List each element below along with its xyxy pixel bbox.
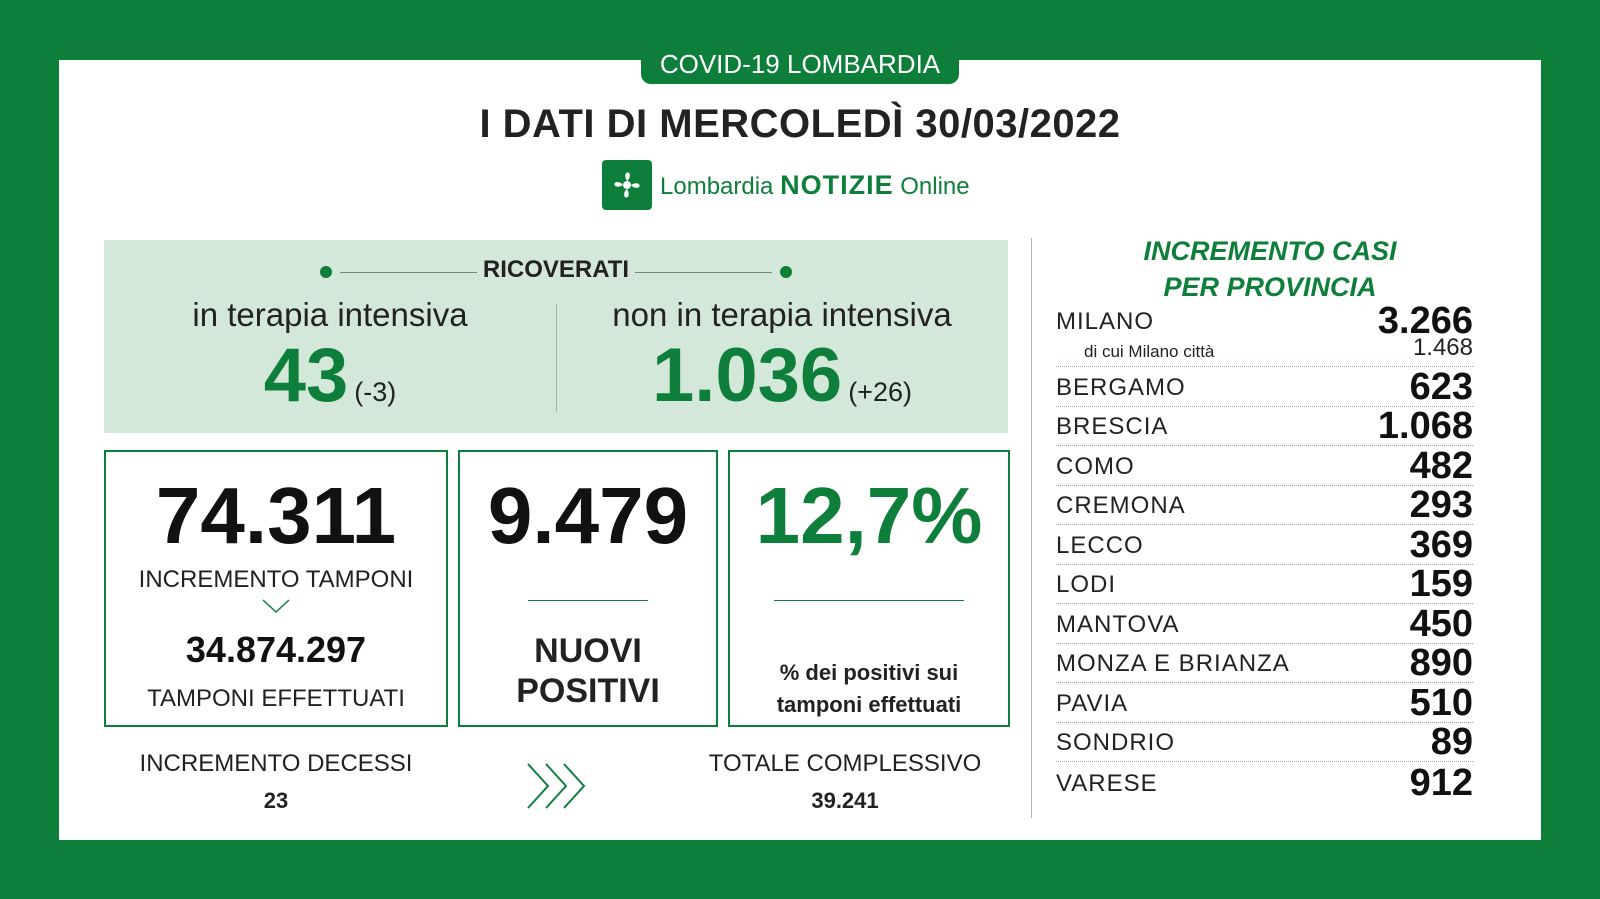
intensiva-delta: (-3) [354, 377, 397, 407]
province-value: 293 [1409, 484, 1473, 526]
list-item [1056, 565, 1473, 605]
logo [602, 160, 970, 210]
decessi-total-value: 39.241 [811, 788, 879, 813]
intensiva-value: 43 [263, 333, 349, 418]
list-item [1056, 367, 1473, 407]
province-list [1056, 300, 1473, 802]
non-intensiva-value-row [556, 333, 1008, 430]
tamponi-total-value: 34.874.297 [185, 629, 367, 670]
province-value: 510 [1409, 681, 1473, 724]
list-item [1056, 446, 1473, 486]
positivi-value: 9.479 [487, 471, 689, 560]
list-item [1056, 525, 1473, 565]
page-title: I DATI DI MERCOLEDÌ 30/03/2022 [479, 102, 1121, 146]
list-item [1056, 407, 1473, 447]
percentuale-box [728, 450, 1010, 727]
non-intensiva-label: non in terapia intensiva [612, 296, 952, 333]
region-tag: COVID-19 LOMBARDIA [641, 44, 959, 84]
intensiva-value-row [104, 333, 556, 430]
province-name: MANTOVA [1056, 610, 1180, 638]
list-item [1056, 723, 1473, 763]
list-item [1056, 683, 1473, 723]
province-name: VARESE [1056, 769, 1158, 797]
list-item [1056, 604, 1473, 644]
province-name: LODI [1056, 571, 1117, 598]
ricoverati-title: RICOVERATI [104, 256, 1008, 284]
percentuale-value: 12,7% [755, 471, 983, 560]
chevron-down-icon [106, 598, 446, 619]
decessi-increment-label: INCREMENTO DECESSI [139, 750, 413, 777]
province-value: 369 [1409, 523, 1473, 566]
province-name: COMO [1056, 452, 1135, 480]
percentuale-label: % dei positivi sui tamponi effettuati [776, 660, 962, 717]
positivi-label: NUOVI POSITIVI [516, 632, 660, 710]
milano-city-value: 1.468 [1412, 334, 1473, 361]
positivi-box [458, 450, 718, 727]
province-name: MONZA E BRIANZA [1056, 650, 1290, 677]
province-value: 482 [1409, 444, 1473, 487]
tamponi-increment-value: 74.311 [155, 471, 397, 560]
logo-suffix: Online [900, 172, 970, 200]
non-intensiva-value: 1.036 [652, 333, 843, 418]
ricoverati-panel [104, 240, 1008, 433]
province-value: 89 [1430, 721, 1473, 763]
divider [528, 600, 648, 601]
logo-text [660, 170, 970, 201]
milano-city-label: di cui Milano città [1084, 342, 1215, 361]
non-intensiva-delta: (+26) [848, 377, 912, 407]
tamponi-box [104, 450, 448, 727]
province-name: PAVIA [1056, 689, 1129, 717]
decessi-increment [104, 750, 448, 814]
province-name: MILANO [1056, 308, 1155, 335]
tamponi-increment-label: INCREMENTO TAMPONI [138, 566, 414, 593]
province-value: 450 [1409, 602, 1473, 645]
list-item [1056, 486, 1473, 526]
province-name: LECCO [1056, 531, 1144, 559]
intensiva-label: in terapia intensiva [192, 296, 468, 333]
chevron-arrows-icon [524, 760, 596, 817]
province-value: 623 [1409, 365, 1473, 408]
logo-bold: NOTIZIE [780, 169, 894, 200]
tamponi-total-label: TAMPONI EFFETTUATI [147, 685, 405, 712]
ricoverati-header [104, 256, 1008, 286]
intensiva-stat [104, 296, 556, 430]
divider [774, 600, 964, 601]
province-value: 912 [1409, 761, 1473, 804]
province-title: INCREMENTO CASI PER PROVINCIA [1143, 236, 1397, 302]
province-name: BERGAMO [1056, 373, 1186, 401]
list-item [1056, 762, 1473, 802]
decessi-total-label: TOTALE COMPLESSIVO [708, 750, 982, 777]
province-name: SONDRIO [1056, 729, 1176, 756]
province-value: 890 [1409, 642, 1473, 684]
lombardia-rose-icon [602, 160, 652, 210]
province-value: 3.266 [1377, 300, 1473, 342]
province-name: CREMONA [1056, 492, 1186, 519]
province-value: 1.068 [1377, 405, 1473, 447]
province-value: 159 [1409, 563, 1473, 605]
decessi-increment-value: 23 [263, 788, 289, 813]
non-intensiva-stat [556, 296, 1008, 430]
province-name: BRESCIA [1056, 413, 1169, 440]
list-item [1056, 644, 1473, 684]
province-rows [1056, 367, 1473, 802]
decessi-total [680, 750, 1010, 814]
list-item [1056, 300, 1473, 367]
divider [1031, 238, 1032, 818]
logo-prefix: Lombardia [660, 172, 774, 200]
